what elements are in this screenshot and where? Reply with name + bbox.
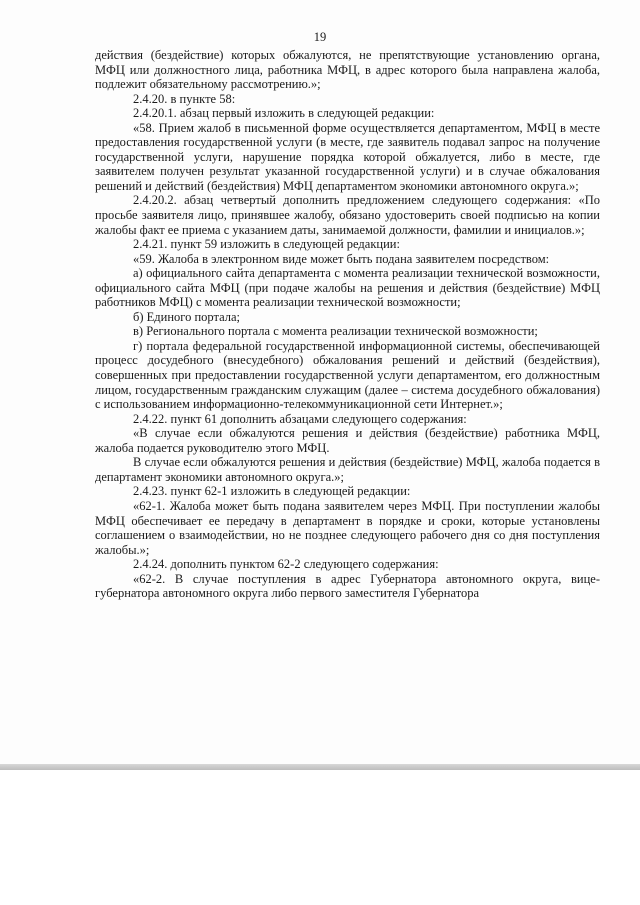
paragraph: в) Регионального портала с момента реализации технической возможности; [133,324,538,339]
paragraph: 2.4.22. пункт 61 дополнить абзацами следующего содержания: [133,411,467,426]
paragraph: «59. Жалоба в электронном виде может быть подана заявителем посредством: [133,251,550,266]
paragraph: б) Единого портала; [133,309,241,324]
paragraph: «В случае если обжалуются решения и действия (бездействие) работника МФЦ, жалоба подается руководителю этого МФЦ. [95,426,600,455]
paragraph: В случае если обжалуются решения и действия (бездействие) МФЦ, жалоба подается в департамент экономики автономного округа.»; [95,455,600,484]
paragraph: «62-2. В случае поступления в адрес Губернатора автономного округа, вице-губернатора автономного округа либо первого заместителя Губернатора [95,571,600,601]
paragraph: 2.4.21. пункт 59 изложить в следующей редакции: [133,237,400,252]
paragraph: «62-1. Жалоба может быть подана заявителем через МФЦ. При поступлении жалобы МФЦ обеспечивает ее передачу в департамент в порядке и сроки, которые установлены соглашением о взаимодействии, но не позднее следующего рабочего дня со дня поступления жалобы.»; [95,498,600,557]
paragraph: 2.4.20.2. абзац четвертый дополнить предложением следующего содержания: «По просьбе заявителя лицо, принявшее жалобу, обязано удостоверить своей подписью на копии жалобы факт ее приема с указанием даты, занимаемой должности, фамилии и инициалов.»; [95,193,600,237]
paragraph: 2.4.20.1. абзац первый изложить в следующей редакции: [133,106,435,121]
document-body [95,48,600,601]
paragraph: 2.4.23. пункт 62-1 изложить в следующей редакции: [133,484,411,499]
paragraph: г) портала федеральной государственной информационной системы, обеспечивающей процесс досудебного (внесудебного) обжалования решений и действий (бездействия), совершенных при предоставлении государственной услуги департаментом, его должностным лицом, государственным гражданским служащим (далее – система досудебного обжалования) с использованием информационно-телекоммуникационной сети Интернет.»; [95,338,600,412]
paragraph: а) официального сайта департамента с момента реализации технической возможности, официального сайта МФЦ (при подаче жалобы на решения и действия (бездействие) МФЦ работников МФЦ) с момента реализации технической возможности; [95,266,600,310]
paragraph: 2.4.24. дополнить пунктом 62-2 следующего содержания: [133,557,439,572]
page-number: 19 [313,30,327,44]
paragraph: 2.4.20. в пункте 58: [133,91,236,106]
paragraph: действия (бездействие) которых обжалуются, не препятствующие установлению органа, МФЦ или должностного лица, работника МФЦ, в адрес которого была направлена жалоба, подлежит обязательному рассмотрению.»; [95,48,600,92]
paragraph: «58. Прием жалоб в письменной форме осуществляется департаментом, МФЦ в месте предоставления государственной услуги (в месте, где заявитель подавал запрос на получение государственной услуги, нарушение порядка которой обжалуется, либо в месте, где заявителем получен результат указанной государственной услуги) и в случае обжалования решений и действий (бездействия) МФЦ департаментом экономики автономного округа.»; [95,120,600,193]
